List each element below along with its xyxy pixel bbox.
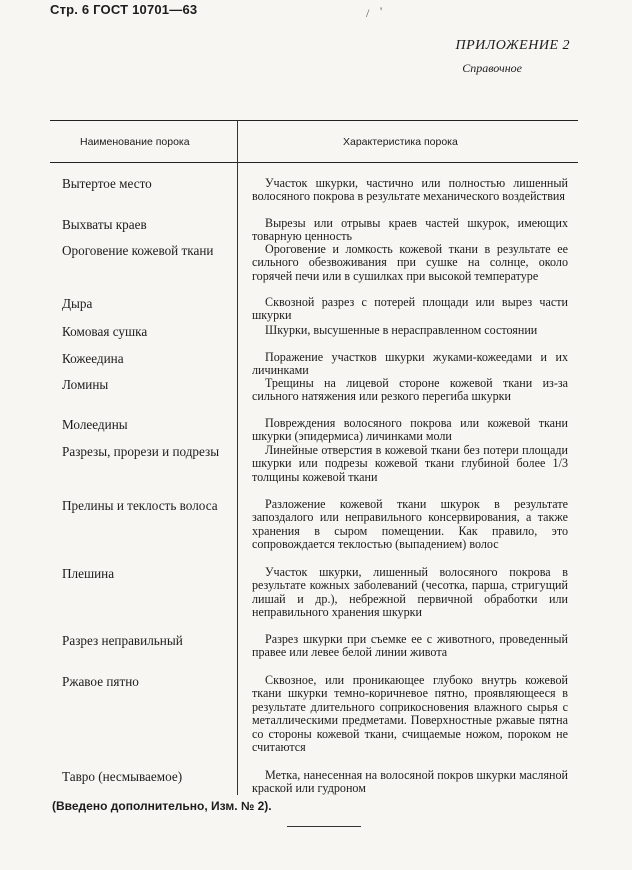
defect-name: Молеедины [62, 417, 128, 432]
defect-description: Сквозной разрез с потерей площади или вырез части шкурки [252, 295, 568, 323]
column-header-description: Характеристика порока [343, 136, 458, 148]
defect-name: Комовая сушка [62, 324, 148, 339]
table-top-rule [50, 120, 578, 121]
defect-description: Ороговение и ломкость кожевой ткани в результате ее сильного обезвоживания при сушке на солнце, около горячей печи или в сушилках при высокой температуре [252, 242, 568, 283]
appendix-type: Справочное [462, 61, 522, 75]
defect-name: Вытертое место [62, 176, 152, 191]
defect-name: Кожеедина [62, 351, 124, 366]
scan-mark: ' [380, 4, 383, 18]
defect-name: Прелины и теклость волоса [62, 498, 218, 513]
defect-description: Разрез шкурки при съемке ее с животного, проведенный правее или левее белой линии живота [252, 632, 568, 660]
defect-description: Линейные отверстия в кожевой ткани без потери площади шкурки или подрезы кожевой ткани глубиной более 1/3 толщины кожевой ткани [252, 443, 568, 484]
defect-description: Шкурки, высушенные в нерасправленном состоянии [265, 323, 538, 337]
defect-name: Выхваты краев [62, 217, 147, 232]
defect-name: Ржавое пятно [62, 674, 139, 689]
column-header-name: Наименование порока [80, 136, 190, 148]
defect-description: Разложение кожевой ткани шкурок в результате запоздалого или неправильного консервирования, а также хранения в сыром помещении. Как правило, это сопровождается теклостью (выпадением) волос [252, 497, 568, 552]
column-divider [237, 120, 238, 795]
defect-name: Ломины [62, 377, 109, 392]
defect-name: Плешина [62, 566, 115, 581]
defect-description: Участок шкурки, частично или полностью лишенный волосяного покрова в результате механического воздействия [252, 176, 568, 204]
table-header-rule [50, 162, 578, 163]
defect-name: Разрез неправильный [62, 633, 183, 648]
defect-description: Трещины на лицевой стороне кожевой ткани из-за сильного натяжения или резкого перегиба шкурки [252, 376, 568, 404]
defect-name: Дыра [62, 296, 93, 311]
appendix-title: ПРИЛОЖЕНИЕ 2 [455, 38, 570, 53]
defect-description: Участок шкурки, лишенный волосяного покрова в результате кожных заболеваний (чесотка, парша, стригущий лишай и др.), небрежной первичной обработки или неправильного хранения шкурки [252, 565, 568, 620]
defect-description: Сквозное, или проникающее глубоко внутрь кожевой ткани шкурки темно-коричневое пятно, проявляющееся в результате длительного соприкосновения влажного сырья с металлическими предметами. Поверхностные ржавые пятна со стороны кожевой ткани, счищаемые ножом, пороком не считаются [252, 673, 568, 755]
page-header: Стр. 6 ГОСТ 10701—63 [50, 2, 198, 17]
defect-description: Метка, нанесенная на волосяной покров шкурки масляной краской или гудроном [252, 768, 568, 796]
scan-mark: / [366, 6, 370, 20]
defect-name: Тавро (несмываемое) [62, 769, 183, 784]
defect-description: Повреждения волосяного покрова или кожевой ткани шкурки (эпидермиса) личинками моли [252, 416, 568, 444]
defect-description: Вырезы или отрывы краев частей шкурок, имеющих товарную ценность [252, 216, 568, 244]
footer-rule [287, 826, 361, 827]
amendment-note: (Введено дополнительно, Изм. № 2). [52, 799, 272, 813]
defect-name: Ороговение кожевой ткани [62, 243, 214, 258]
defect-description: Поражение участков шкурки жуками-кожеедами и их личинками [252, 350, 568, 378]
defect-name: Разрезы, прорези и подрезы [62, 444, 220, 459]
